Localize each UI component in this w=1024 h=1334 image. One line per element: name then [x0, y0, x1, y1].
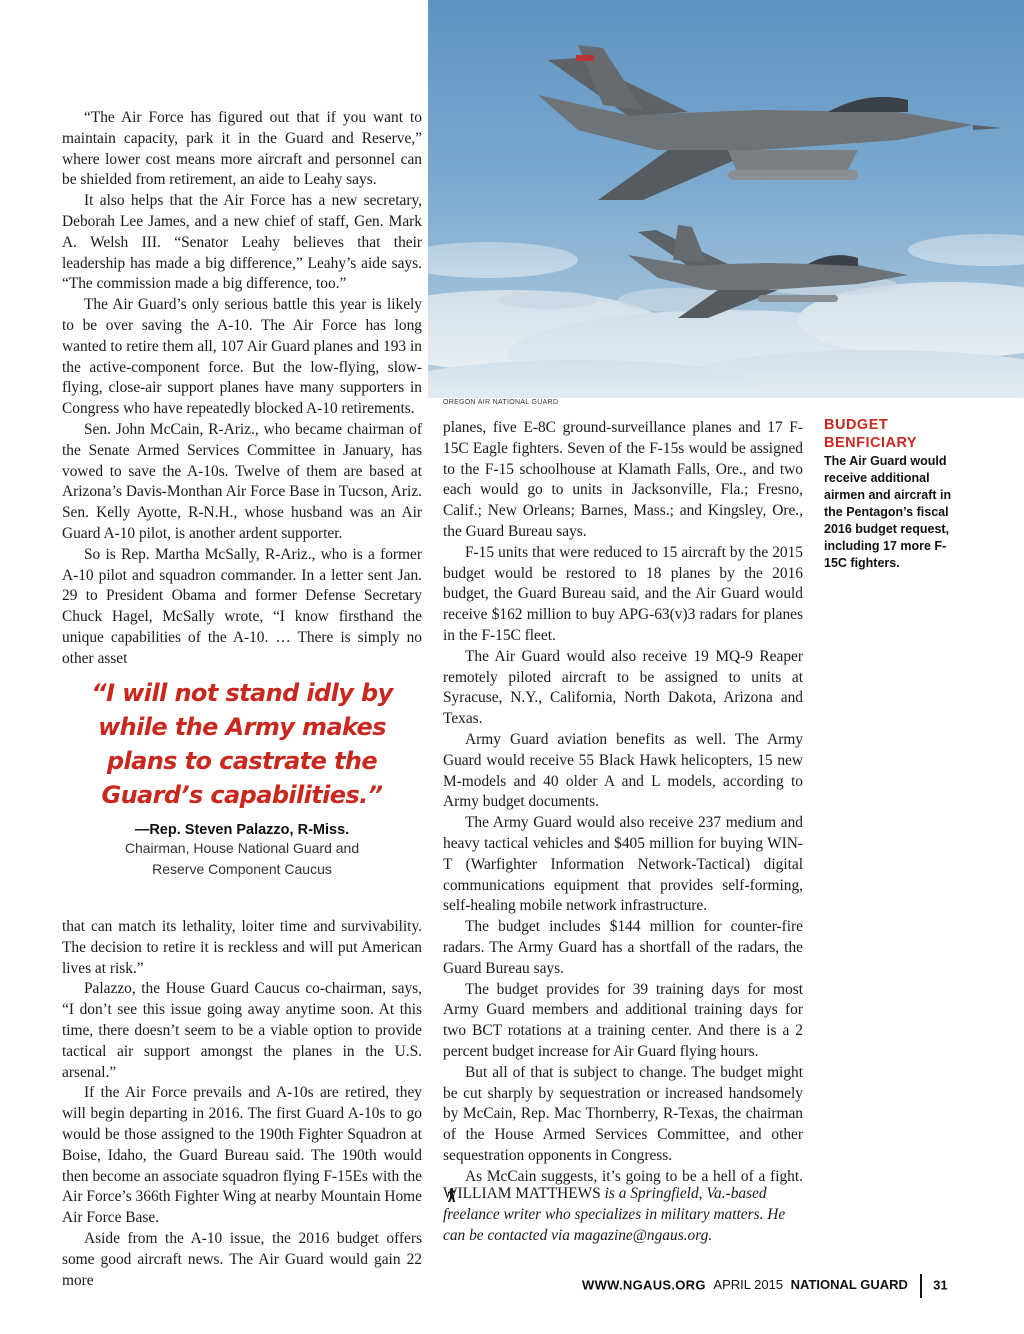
final-sentence: As McCain suggests, it’s going to be a hell of a fight.: [465, 1167, 803, 1185]
paragraph: Army Guard aviation benefits as well. The Army Guard would receive 55 Black Hawk helicopters, 15 new M-models and 40 older A and L models, according to Army budget documents.: [443, 730, 803, 811]
paragraph: So is Rep. Martha McSally, R-Ariz., who is a former A-10 pilot and squadron commander. In a letter sent Jan. 29 to President Obama and former Defense Secretary Chuck Hagel, McSally wrote, “I know firsthand the unique capabilities of the A-10. … There is simply no other asset: [62, 545, 422, 667]
page-number: 31: [933, 1277, 948, 1293]
footer-magazine: NATIONAL GUARD: [790, 1277, 908, 1293]
left-column-bottom: [62, 917, 422, 1291]
caption-text: The Air Guard would receive additional airmen and aircraft in the Pentagon’s fiscal 2016 budget request, including 17 more F-15C fighters.: [824, 454, 952, 570]
paragraph: The Army Guard would also receive 237 medium and heavy tactical vehicles and $405 million for buying WIN-T (Warfighter Information Network-Tactical) digital communications equipment that provides self-forming, self-healing mobile network infrastructure.: [443, 814, 803, 915]
caption-title-line2: BENFICIARY: [824, 435, 918, 451]
paragraph: Aside from the A-10 issue, the 2016 budget offers some good aircraft news. The Air Guard would gain 22 more: [62, 1229, 422, 1289]
pull-quote-text: “I will not stand idly by while the Army makes plans to castrate the Guard’s capabilities.”: [91, 679, 393, 809]
photo-caption: [824, 416, 964, 572]
paragraph: The budget includes $144 million for counter-fire radars. The Army Guard has a shortfall of the radars, the Guard Bureau says.: [443, 918, 803, 977]
page-footer: [582, 1274, 948, 1298]
author-description: is a Springfield, Va.-based freelance writer who specializes in military matters. He can be contacted via magazine@ngaus.org.: [443, 1185, 786, 1244]
paragraph: The budget provides for 39 training days for most Army Guard members and additional training days for two BCT rotations at a training center. And there is a 2 percent budget increase for Air Guard flying hours.: [443, 980, 803, 1060]
paragraph: Sen. John McCain, R-Ariz., who became chairman of the Senate Armed Services Committee in January, has vowed to save the A-10s. Twelve of them are based at Arizona’s Davis-Monthan Air Force Base in Tucson, Ariz. Sen. Kelly Ayotte, R-N.H., whose husband was an Air Guard A-10 pilot, is another ardent supporter.: [62, 420, 422, 542]
paragraph: The Air Guard’s only serious battle this year is likely to be over saving the A-10. The Air Force has long wanted to retire them all, 107 Air Guard planes and 193 in the active-component force. But the low-flying, slow-flying, close-air support planes have many supporters in Congress who have repeatedly blocked A-10 retirements.: [62, 296, 422, 418]
author-bio: [443, 1184, 803, 1246]
paragraph: “The Air Force has figured out that if you want to maintain capacity, park it in the Guard and Reserve,” where lower cost means more aircraft and personnel can be shielded from retirement, an aide to Leahy says.: [62, 109, 422, 189]
footer-url[interactable]: WWW.NGAUS.ORG: [582, 1277, 706, 1293]
paragraph: Palazzo, the House Guard Caucus co-chairman, says, “I don’t see this issue going away anytime soon. At this time, there doesn’t seem to be a viable option to provide tactical air support amongst the planes in the U.S. arsenal.”: [62, 980, 422, 1081]
middle-column: [443, 418, 803, 1208]
footer-date: APRIL 2015: [713, 1277, 784, 1293]
paragraph: If the Air Force prevails and A-10s are retired, they will begin departing in 2016. The first Guard A-10s to go would be those assigned to the 190th Fighter Squadron at Boise, Idaho, the Guard Bureau said. The 190th would then become an associate squadron flying F-15Es with the Air Force’s 366th Fighter Wing at nearby Mountain Home Air Force Base.: [62, 1084, 422, 1227]
paragraph: But all of that is subject to change. The budget might be cut sharply by sequestration or increased handsomely by McCain, Rep. Mac Thornberry, R-Texas, the chairman of the House Armed Services Committee, and other sequestration opponents in Congress.: [443, 1063, 803, 1164]
f15-jets-illustration: [428, 0, 1024, 398]
pull-quote-attribution: —Rep. Steven Palazzo, R-Miss.: [134, 822, 350, 838]
paragraph: planes, five E-8C ground-surveillance planes and 17 F-15C Eagle fighters. Seven of the F-15s would be assigned to the F-15 schoolhouse at Klamath Falls, Ore., and two each would go to units in Jacksonville, Fla.; Fresno, Calif.; New Orleans; Barnes, Mass.; and Kingsley, Ore., the Guard Bureau says.: [443, 419, 803, 540]
footer-divider: [920, 1274, 922, 1298]
paragraph: that can match its lethality, loiter time and survivability. The decision to retire it is reckless and will put American lives at risk.”: [62, 918, 422, 977]
article-photo: [428, 0, 1024, 398]
author-name: WILLIAM MATTHEWS: [443, 1185, 601, 1202]
caption-title-line1: BUDGET: [824, 417, 889, 433]
pull-quote-role-line2: Reserve Component Caucus: [152, 861, 332, 877]
left-column-top: [62, 108, 422, 670]
pull-quote: [62, 676, 422, 880]
paragraph: It also helps that the Air Force has a new secretary, Deborah Lee James, and a new chief of staff, Gen. Mark A. Welsh III. “Senator Leahy believes that their leadership has made a big difference,” Leahy’s aide says. “The commission made a big difference, too.”: [62, 192, 422, 293]
photo-credit: OREGON AIR NATIONAL GUARD: [443, 399, 559, 406]
pull-quote-role-line1: Chairman, House National Guard and: [124, 840, 360, 856]
paragraph: The Air Guard would also receive 19 MQ-9 Reaper remotely piloted aircraft to be assigned to units at Syracuse, N.Y., California, North Dakota, Arizona and Texas.: [443, 647, 803, 728]
paragraph: F-15 units that were reduced to 15 aircraft by the 2015 budget would be restored to 18 planes by the 2016 budget, the Guard Bureau said, and the Air Guard would receive $162 million to buy APG-63(v)3 radars for planes in the F-15C fleet.: [443, 543, 803, 644]
